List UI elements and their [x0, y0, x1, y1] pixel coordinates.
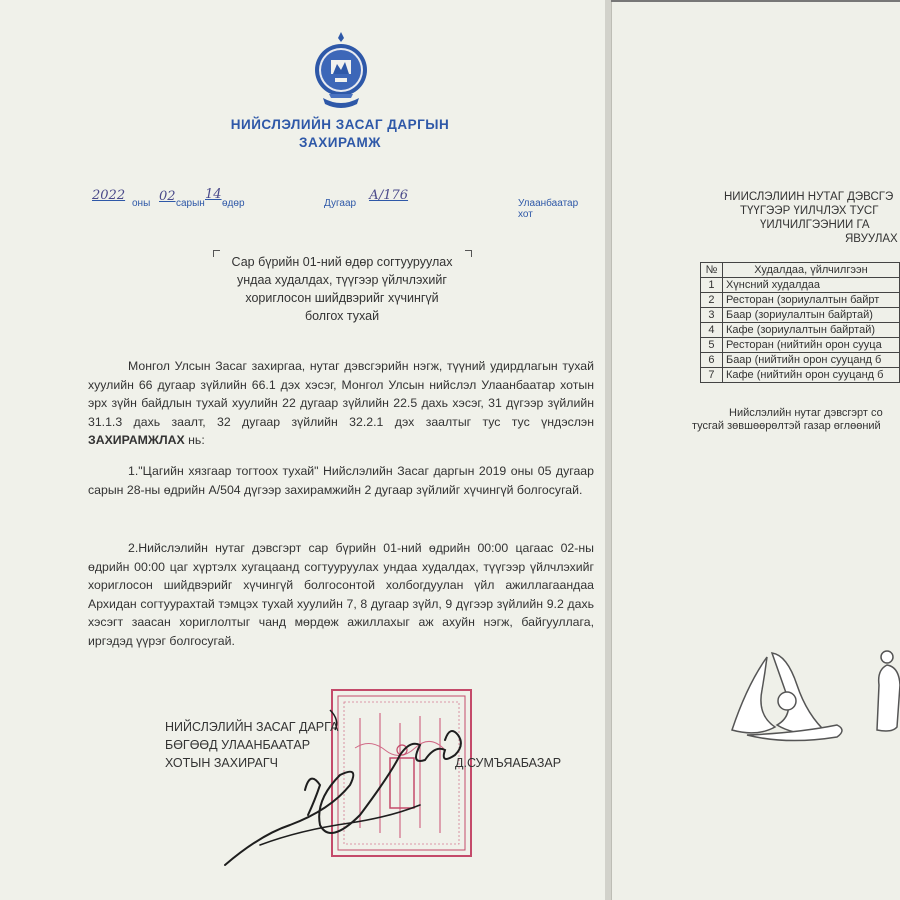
row-category: Кафе (нийтийн орон сууцанд б	[722, 368, 899, 383]
table-row	[701, 323, 900, 338]
row-category: Кафе (зориулалтын байртай)	[722, 323, 899, 338]
subject-line: хориглосон шийдвэрийг хүчингүй	[245, 291, 439, 305]
paragraph-clause-2: 2.Нийслэлийн нутаг дэвсгэрт сар бүрийн 01-ний өдрийн 00:00 цагаас 02-ны өдрийн 00:00 цаг хүртэлх хугацаанд согтууруулах ундаа худалдах, түүгээр үйлчлэхийг хориглосон шийдвэрийг хүчингүй болгосонтой холбогдуулан үйл ажиллагаандаа Архидан согтуурахтай тэмцэх тухай хуулийн 7, 8 дугаар зүйл, 9 дүгээр зүйлийн 9.2 дахь хэсэгт заасан хориглолтыг чанд мөрдөж ажиллахыг аж ахуйн нэгж, байгууллага, иргэдэд үүрэг болгосугай.	[88, 541, 594, 648]
city-name: Улаанбаатар хот	[518, 198, 579, 220]
attachment-footer-line: тусгай зөвшөөрөлтэй газар өглөөний	[692, 420, 881, 432]
row-category: Хүнсний худалдаа	[722, 278, 899, 293]
state-emblem-icon	[311, 30, 371, 110]
preamble-end: нь:	[184, 433, 205, 448]
table-row	[701, 368, 900, 383]
row-number: 6	[701, 353, 723, 368]
signer-title-line: НИЙСЛЭЛИЙН ЗАСАГ ДАРГА	[165, 720, 339, 734]
row-category: Ресторан (зориулалтын байрт	[722, 293, 899, 308]
row-number: 5	[701, 338, 723, 353]
date-month-suffix: сарын	[176, 198, 205, 209]
decree-keyword: ЗАХИРАМЖЛАХ	[88, 433, 185, 448]
logo-watermark-icon	[727, 645, 900, 745]
attachment-top-edge	[611, 0, 900, 2]
signer-name: Д.СУМЪЯАБАЗАР	[455, 756, 562, 770]
row-category: Ресторан (нийтийн орон сууца	[722, 338, 899, 353]
attachment-page	[611, 0, 900, 900]
header-number: №	[701, 263, 723, 278]
attachment-title-line: ЯВУУЛАХ	[845, 233, 898, 245]
attachment-table-wrap	[700, 262, 900, 394]
subject-line: болгох тухай	[304, 309, 380, 323]
header-category: Худалдаа, үйлчилгээн	[722, 263, 899, 278]
date-day: 14	[205, 187, 222, 202]
attachment-footer-line: Нийслэлийн нутаг дэвсгэрт со	[729, 407, 883, 419]
signer-title-line: БӨГӨӨД УЛААНБААТАР	[165, 738, 311, 752]
row-number: 2	[701, 293, 723, 308]
row-category: Баар (нийтийн орон сууцанд б	[722, 353, 899, 368]
date-day-suffix: өдөр	[222, 198, 245, 209]
row-category: Баар (зориулалтын байртай)	[722, 308, 899, 323]
number-label: Дугаар	[324, 198, 357, 209]
attachment-title-line: НИЙСЛЭЛИЙН НУТАГ ДЭВСГЭ	[724, 191, 894, 203]
table-row	[701, 308, 900, 323]
handwritten-signature	[220, 705, 480, 875]
attachment-title-line: ТҮҮГЭЭР ҮЙЛЧЛЭХ ТУСГ	[740, 205, 879, 217]
table-row	[701, 338, 900, 353]
signer-title-line: ХОТЫН ЗАХИРАГЧ	[165, 756, 278, 770]
row-number: 4	[701, 323, 723, 338]
paragraph-clause-1: 1."Цагийн хязгаар тогтоох тухай" Нийслэлийн Засаг даргын 2019 оны 05 дугаар сарын 28-ны өдрийн А/504 дүгээр захирамжийн 2 дугаар зүйлийг хүчингүй болгосугай.	[88, 464, 594, 497]
date-month: 02	[159, 189, 176, 204]
paragraph-preamble	[88, 357, 594, 450]
date-row	[92, 187, 592, 220]
table-header-row	[701, 263, 900, 278]
table-row	[701, 353, 900, 368]
document-number: А/176	[369, 188, 409, 203]
row-number: 3	[701, 308, 723, 323]
preamble-text: Монгол Улсын Засаг захиргаа, нутаг дэвсгэрийн нэгж, түүний удирдлагын тухай хуулийн 66 дугаар зүйлийн 66.1 дэх хэсэг, Монгол Улсын нийслэл Улаанбаатар хотын эрх зүйн байдлын тухай хуулийн 22 дугаар зүйлийн 22.5 дахь хэсэг, 31 дүгээр зүйлийн 31.1.3 дахь заалт, 32 дугаар зүйлийн 32.2.1 дэх заалтыг тус тус үндэслэн	[88, 359, 594, 429]
document-type-title: ЗАХИРАМЖ	[299, 135, 381, 150]
attachment-title-line: ҮЙЛЧИЛГЭЭНИЙ ГА	[760, 219, 870, 231]
date-year-suffix: оны	[132, 198, 151, 209]
row-number: 1	[701, 278, 723, 293]
subject-line: Сар бүрийн 01-ний өдөр согтууруулах	[231, 255, 453, 269]
table-row	[701, 278, 900, 293]
row-number: 7	[701, 368, 723, 383]
table-row	[701, 293, 900, 308]
subject-block	[208, 253, 476, 325]
attachment-table	[700, 262, 900, 383]
date-year: 2022	[92, 188, 126, 203]
subject-line: ундаа худалдах, түүгээр үйлчлэхийг	[237, 273, 447, 287]
org-title: НИЙСЛЭЛИЙН ЗАСАГ ДАРГЫН	[230, 117, 450, 132]
